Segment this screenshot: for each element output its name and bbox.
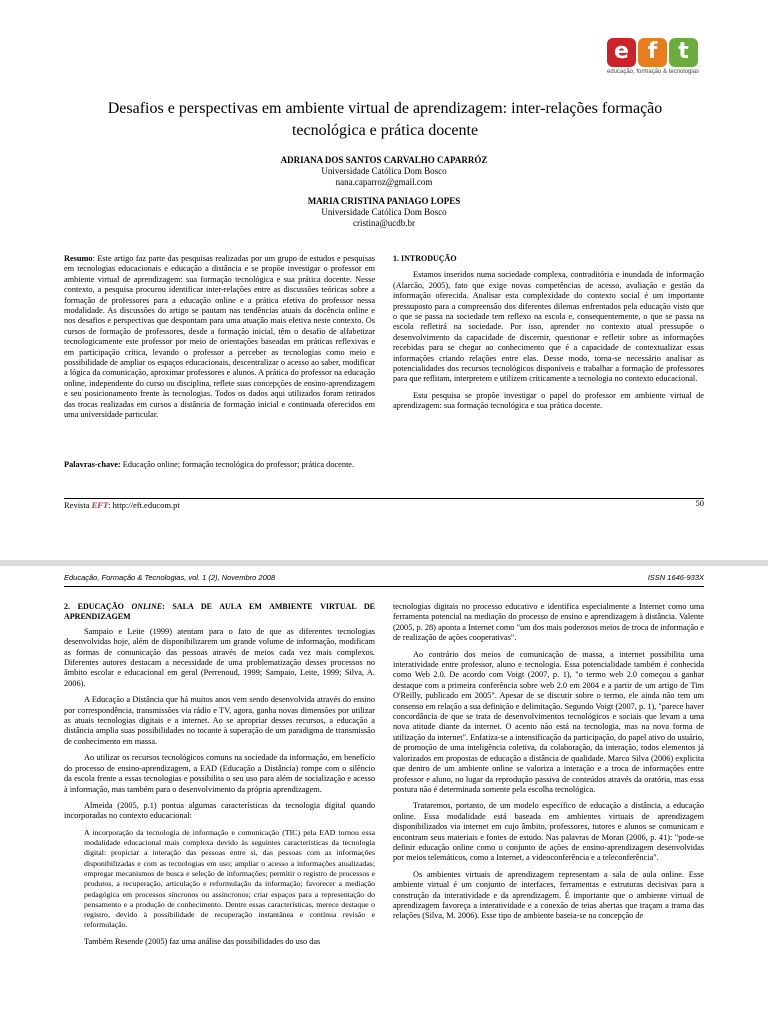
paragraph: Também Resende (2005) faz uma análise das possibilidades do uso das [84,936,321,946]
footer-url[interactable]: : http://eft.educom.pt [108,500,180,510]
right-column [393,602,704,928]
paragraph: Esta pesquisa se propõe investigar o papel do professor em ambiente virtual de aprendizagem: sua formação tecnológica e sua prática docente. [393,390,704,411]
paragraph: Os ambientes virtuais de aprendizagem representam a sala de aula online. Esse ambiente virtual é um conjunto de interfaces, ferramentas e estruturas decisivas para a construção da interatividade e da aprendizagem. É importante que o ambiente virtual de aprendizagem favoreça a interatividade e a conexão de teias abertas que traçam a trama das relações (Silva, M. 2006). Esse tipo de ambiente baseia-se na concepção de [393,869,704,921]
keywords-text: Educação online; formação tecnológica do professor; prática docente. [122,460,355,469]
paragraph: Trataremos, portanto, de um modelo específico de educação a distância, a educação online. Essa modalidade está baseada em ambientes virtuais de aprendizagem disponibilizados via internet em cujo âmbito, professores, tutores e alunos se comunicam e encontram seus materiais e fontes de estudo. Nas palavras de Moran (2006, p. 41): "pode-se definir educação online como o conjunto de ações de ensino-aprendizagem desenvolvidas por meios telemáticos, como a Internet, a videoconferência e a teleconferência". [393,801,704,863]
left-column [64,602,375,953]
heading-part: ONLINE [131,602,163,611]
eft-logo [607,38,702,78]
header-journal: Educação, Formação & Tecnologias, vol. 1 (2), Novembro 2008 [64,573,276,582]
heading-part: 2. EDUCAÇÃO [64,602,132,611]
section-heading [64,602,375,623]
article-title [90,98,680,142]
author-block-1 [0,155,768,188]
paragraph: tecnologias digitais no processo educativo e identifica especialmente a Internet como uma ferramenta potencial na mediação do processo de ensino e aprendizagem à distância. Valente (2005, p. 28) aponta a Internet como "um dos mais poderosos meios de troca de informação e de realização de ações cooperativas". [393,602,704,643]
author-email: cristina@ucdb.br [352,218,416,228]
logo-tile-f: f [638,38,667,67]
author-email: nana.caparroz@gmail.com [335,177,433,187]
abstract-label: Resumo [64,254,93,263]
footer-journal [64,500,180,510]
abstract [64,254,375,421]
header-issn: ISSN 1646-933X [647,573,704,582]
author-affiliation: Universidade Católica Dom Bosco [321,166,447,176]
keywords [64,460,364,470]
logo-tagline: educação, formação & tecnologias [607,69,700,75]
keywords-label: Palavras-chave: [64,460,121,469]
author-affiliation: Universidade Católica Dom Bosco [321,207,447,217]
running-header [64,573,704,582]
introduction-column [393,254,704,418]
heading-part: : SALA DE AULA EM AMBIENTE VIRTUAL DE APRENDIZAGEM [64,602,375,622]
paragraph: Almeida (2005, p.1) pontua algumas características da tecnologia digital quando incorporadas no contexto educacional: [64,800,375,821]
paragraph: Ao utilizar os recursos tecnológicos comuns na sociedade da informação, em benefício do processo de ensino-aprendizagem, a EAD (Educação a Distância) rompe com o silêncio da escola frente a essas tecnologias e possibilita o seu uso para além de socialização e acesso à informação, mas também para o desenvolvimento da própria aprendizagem. [64,753,375,794]
page-51 [0,566,768,1024]
abstract-text: : Este artigo faz parte das pesquisas realizadas por um grupo de estudos e pesquisas em tecnologias educacionais e educação a distância e se propõe investigar o professor em ambiente virtual de aprendizagem: sua formação tecnológica e sua prática docente. Nesse contexto, a pesquisa procurou identificar inter-relações entre as discussões teóricas sobre a formação de professores para a educação online e a prática efetiva do professor nessa modalidade. As discussões do artigo se pautam nas tendências atuais da docência online e nos desafios e perspectivas que despontam para uma atuação mais efetiva neste contexto. Os cursos de formação de professores, desde a formação inicial, têm o desafio de alfabetizar tecnologicamente este professor por meio de orientações baseadas em práticas reflexivas e em participação crítica, levando o professor a perceber as tecnologias como meio e possibilidade de ampliar os espaços educacionais, descentralizar o acesso ao saber, modificar a lógica da comunicação, aproximar professores e alunos. A prática do professor na educação online, independente do curso ou disciplina, reflete suas concepções de ensino-aprendizagem e seu posicionamento frente às tecnologias. Todos os dados aqui utilizados foram retirados das trocas realizadas em cursos a distância de formação inicial e continuada oferecidos em uma universidade particular. [64,254,375,420]
logo-tile-e: e [607,38,636,67]
paragraph: Estamos inseridos numa sociedade complexa, contraditória e inundada de informação (Alarcão, 2005), fato que exige novas competências de acesso, avaliação e gestão da informação oferecida. Analisar esta complexidade do contexto social é um importante pressuposto para a compreensão dos diferentes dilemas enfrentados pela educação visto que o que se passa na sociedade tem reflexo na escola e, consequentemente, o que se passa na escola refletirá na sociedade. Por isso, aprender no contexto atual pressupõe o desenvolvimento da capacidade de discernir, questionar e refletir sobre as informações recebidas para se chegar ao conhecimento que é a capacidade de contextualizar essas informações criando relações entre elas. Desse modo, torna-se necessário analisar as potencialidades dos recursos tecnológicos disponíveis e trabalhar a formação de professores para que reflitam, interpretem e utilizem criticamente a tecnologia no contexto educacional. [393,270,704,384]
paragraph: Sampaio e Leite (1999) atentam para o fato de que as diferentes tecnologias desenvolvidas hoje, além de disponibilizarem um grande volume de informação, modificam as formas de comunicação das pessoas através de meios cada vez mais complexos. Diferentes autores destacam a necessidade de uma problematização desses processos no âmbito escolar e educacional em geral (Perrenoud, 1999; Sampaio, Leite, 1999; Silva, A. 2006). [64,626,375,688]
paragraph: Ao contrário dos meios de comunicação de massa, a internet possibilita uma interatividade entre professor, aluno e tecnologia. Essa potencialidade também é conhecida como Web 2.0. De acordo com Voigt (2007, p. 1), "o termo web 2.0 começou a ganhar destaque com a primeira conferência sobre web 2.0 em 2004 e a partir de um artigo de Tim O'Reilly, publicado em 2005". Apesar de se discutir sobre o termo, ele ainda não tem um consenso em relação a sua definição e delimitação. Segundo Voigt (2007, p. 1), "parece haver concordância de que se trata de desenvolvimentos tecnológicos e sociais que levam a uma nova atitude diante da internet. O acento não está na tecnologia, mas na nova forma de utilização da internet". Enfatiza-se a intensificação da participação, do papel ativo do usuário, de promoção de uma inteligência coletiva, da colaboração, da interação, todos elementos já valorizados em propostas de educação a distância de qualidade. Marco Silva (2006) explicita que dentro de um ambiente online se valoriza a interação e a troca de informações entre professor e aluno, no lugar da reprodução passiva de conteúdos através da oratória, mas essa postura não é determinada somente pela escolha tecnológica. [393,649,704,794]
paragraph: A Educação a Distância que há muitos anos vem sendo desenvolvida através do ensino por correspondência, transmissões via rádio e TV, agora, ganha novas dimensões por utilizar as atuais tecnologias digitais e a internet. Ao se apropriar desses recursos, a educação a distância amplia suas possibilidades no tocante à superação de um paradigma de transmissão de conhecimento em massa. [64,695,375,746]
author-name: ADRIANA DOS SANTOS CARVALHO CAPARRÓZ [280,155,488,165]
title-line-2: tecnológica e prática docente [291,122,479,139]
footer-eft: EFT [91,500,109,510]
logo-tile-t: t [669,38,698,67]
header-rule [64,586,704,587]
block-quote: A incorporação da tecnologia de informação e comunicação (TIC) pela EAD tornou essa modalidade educacional mais complexa devido às seguintes características da tecnologia digital: propiciar a interação das pessoas entre si, das pessoas com as informações disponibilizadas e com as tecnologias em uso; ampliar o acesso a informações atualizadas; empregar mecanismos de busca e seleção de informações; permitir o registro de processos e produtos, a recuperação, articulação e reformulação da informação; favorecer a mediação pedagógica em processos síncronos ou assíncronos; criar espaços para a representação do pensamento e a produção de conhecimento. Dentre essas características, merece destaque o registro, devido à possibilidade de recuperação instantânea e contínua revisão e reformulação. [84,827,375,930]
author-name: MARIA CRISTINA PANIAGO LOPES [307,196,461,206]
title-line-1: Desafios e perspectivas em ambiente virtual de aprendizagem: inter-relações formação [107,100,663,117]
page-number: 50 [695,498,704,508]
footer-rule [64,498,704,499]
footer-prefix: Revista [64,500,92,510]
author-block-2 [0,196,768,229]
section-heading: 1. INTRODUÇÃO [393,254,457,263]
